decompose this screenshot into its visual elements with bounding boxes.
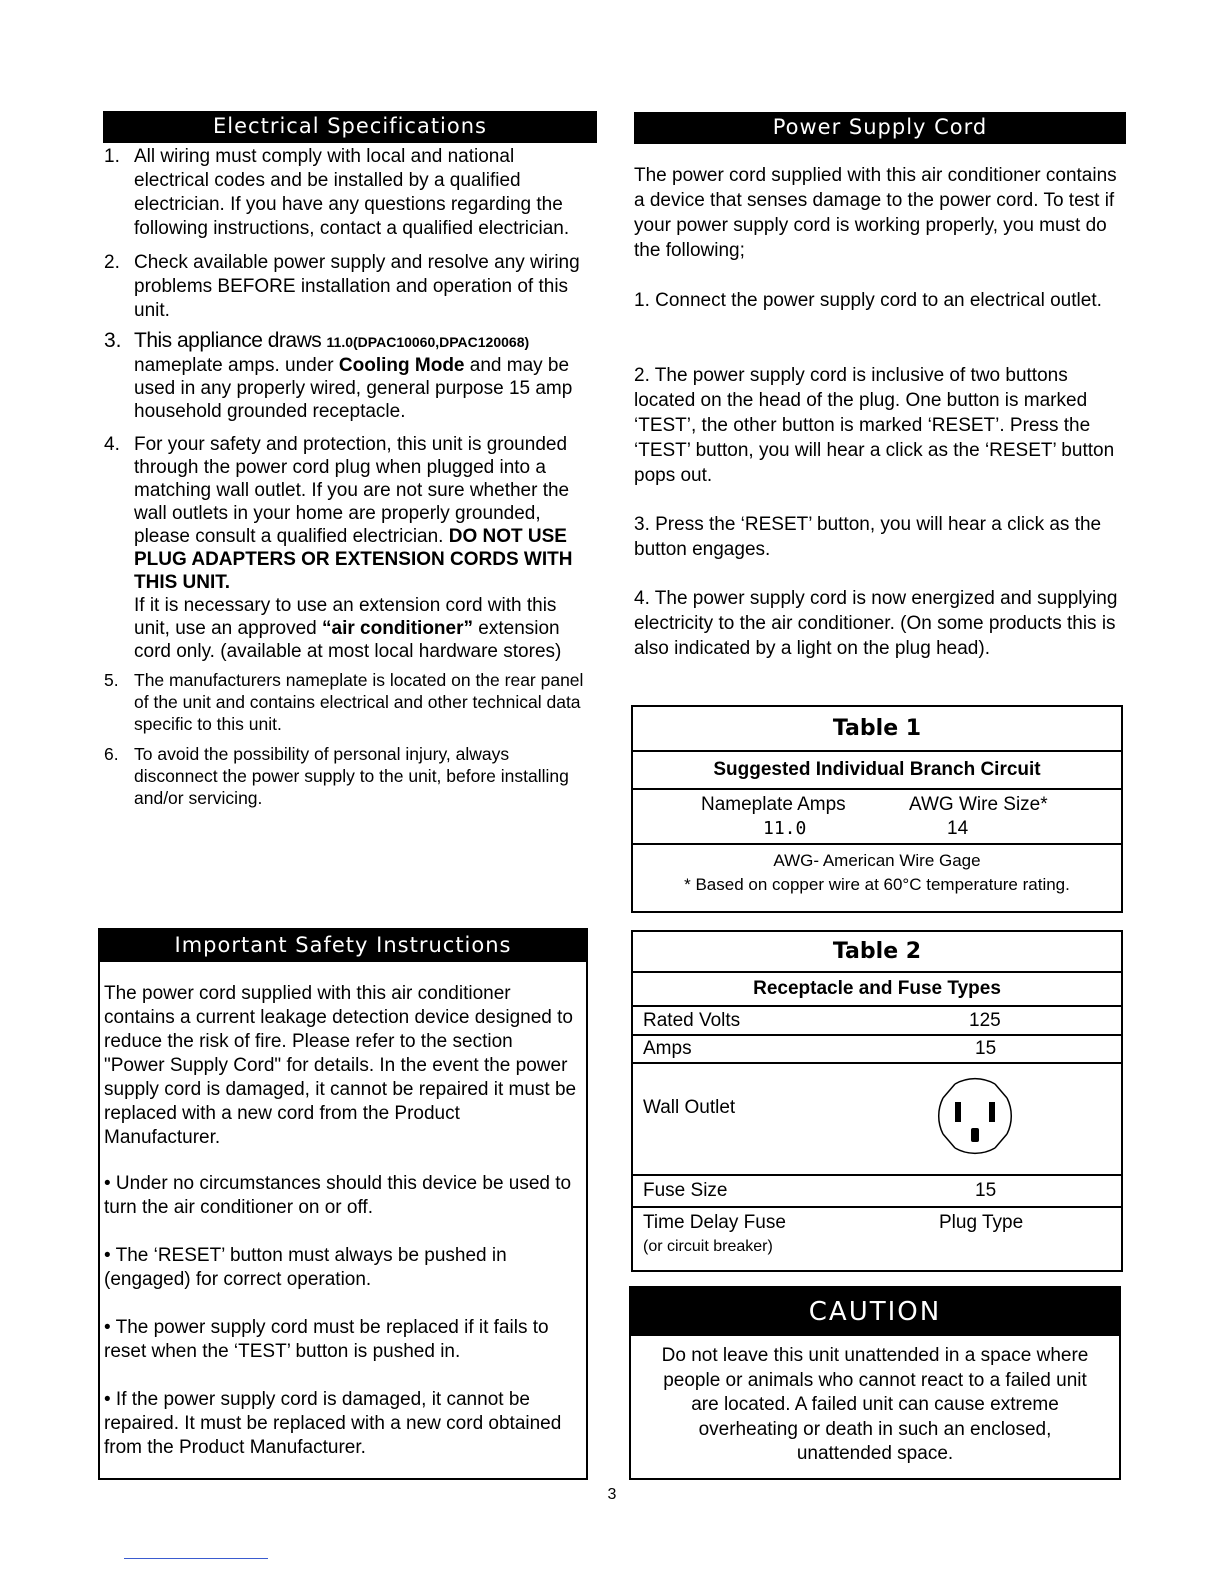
table-2-wall-outlet-label: Wall Outlet [643, 1097, 736, 1118]
caution-header [631, 1288, 1119, 1336]
safety-instructions-title: Important Safety Instructions [174, 933, 512, 957]
list-item-text-bold: “air conditioner” [322, 618, 473, 639]
table-2 [631, 930, 1123, 1272]
list-item-number: 6. [104, 744, 119, 764]
list-item-text-lead: This appliance draws [134, 329, 322, 352]
table-2-amps-label: Amps [643, 1038, 692, 1059]
table-1-subtitle-row [633, 752, 1121, 790]
electrical-specs-header [103, 111, 597, 143]
electrical-specs-list [104, 145, 594, 819]
table-1-col2-value: 14 [947, 818, 969, 839]
table-1-col1-header: Nameplate Amps [701, 794, 846, 815]
table-2-subtitle-row [633, 973, 1121, 1007]
list-item-text: extension cord only. (available at most local hardware stores) [134, 618, 562, 662]
safety-bullet: • The ‘RESET’ button must always be pushed in (engaged) for correct operation. [104, 1245, 507, 1290]
caution-box [629, 1286, 1121, 1480]
safety-instructions-header [100, 930, 586, 962]
table-2-time-delay-sub: (or circuit breaker) [643, 1238, 773, 1255]
list-item-text: To avoid the possibility of personal injury, always disconnect the power supply to the unit, before installing and/or servicing. [134, 744, 569, 808]
table-2-amps-value: 15 [975, 1038, 997, 1059]
table-2-rated-volts-label: Rated Volts [643, 1010, 741, 1031]
list-item [104, 145, 594, 241]
list-item-number: 5. [104, 670, 119, 690]
table-2-title-row [633, 932, 1121, 973]
table-2-title: Table 2 [832, 939, 922, 964]
list-item [104, 743, 594, 809]
list-item [104, 329, 594, 423]
table-2-amps-row [633, 1036, 1121, 1064]
table-1-title-row [633, 707, 1121, 752]
list-item-text: nameplate amps. under [134, 355, 339, 376]
table-2-fuse-size-row [633, 1176, 1121, 1208]
power-cord-header [634, 112, 1126, 144]
list-item-text-bold: Cooling Mode [338, 355, 465, 376]
table-2-time-delay-label: Time Delay Fuse [643, 1212, 786, 1233]
table-2-plug-type-label: Plug Type [939, 1212, 1024, 1233]
safety-instructions-body [104, 982, 578, 1484]
safety-bullet: • Under no circumstances should this device be used to turn the air conditioner on or off. [104, 1173, 572, 1218]
table-1-note-copper: * Based on copper wire at 60°C temperature rating. [684, 875, 1070, 894]
caution-text: Do not leave this unit unattended in a space where people or animals who cannot react to a failed unit are located. A failed unit can cause extreme overheating or death in such an enclosed, unattended space. [661, 1345, 1089, 1464]
table-1-data-row [633, 790, 1121, 845]
power-cord-step-4: 4. The power supply cord is now energized and supplying electricity to the air conditioner. (On some products this is also indicated by a light on the plug head). [634, 588, 1118, 659]
list-item [104, 669, 594, 735]
table-2-fuse-size-value: 15 [975, 1180, 997, 1201]
list-item-number: 4. [104, 434, 120, 455]
table-2-fuse-size-label: Fuse Size [643, 1180, 728, 1201]
table-1-col1-value: 11.0 [763, 818, 807, 839]
list-item-text: For your safety and protection, this unit is grounded through the power cord plug when plugged into a matching wall outlet. If you are not sure whether the wall outlets in your home are properly grounded, please consult a qualified electrician. [134, 434, 570, 547]
table-1-notes [633, 849, 1121, 897]
power-cord-step-3: 3. Press the ‘RESET’ button, you will hear a click as the button engages. [634, 514, 1102, 560]
table-1 [631, 705, 1123, 913]
list-item [104, 433, 594, 663]
list-item-text: If it is necessary to use an extension cord with this unit, use an approved [134, 595, 557, 639]
list-item-text: and may be used in any properly wired, general purpose 15 amp household grounded receptacle. [134, 355, 573, 422]
table-2-wall-outlet-row [633, 1064, 1121, 1176]
list-item-text-models: 11.0(DPAC10060,DPAC120068) [326, 334, 530, 350]
safety-bullet: • The power supply cord must be replaced if it fails to reset when the ‘TEST’ button is pushed in. [104, 1317, 549, 1362]
table-2-subtitle: Receptacle and Fuse Types [753, 978, 1001, 999]
power-cord-step-2: 2. The power supply cord is inclusive of two buttons located on the head of the plug. One button is marked ‘TEST’, the other button is marked ‘RESET’. Press the ‘TEST’ button, you will hear a click as the ‘RESET’ button pops out. [634, 365, 1115, 486]
table-2-rated-volts-row [633, 1007, 1121, 1036]
safety-bullet: • If the power supply cord is damaged, it cannot be repaired. It must be replaced with a new cord obtained from the Product Manufacturer. [104, 1389, 562, 1458]
power-cord-title: Power Supply Cord [772, 115, 988, 139]
page-number: 3 [607, 1486, 617, 1503]
table-1-col2-header: AWG Wire Size* [909, 794, 1048, 815]
list-item-number: 2. [104, 252, 120, 273]
list-item-text-bold: DO NOT USE PLUG ADAPTERS OR EXTENSION CORDS WITH THIS UNIT. [134, 526, 573, 593]
list-item-text: All wiring must comply with local and national electrical codes and be installed by a qualified electrician. If you have any questions regarding the following instructions, contact a qualified electrician. [134, 146, 570, 239]
table-1-title: Table 1 [832, 716, 922, 741]
list-item-text: Check available power supply and resolve any wiring problems BEFORE installation and operation of this unit. [134, 252, 580, 321]
list-item-number: 3. [104, 329, 122, 352]
power-cord-step-1: 1. Connect the power supply cord to an electrical outlet. [634, 290, 1102, 311]
footer-rule [124, 1558, 268, 1559]
wall-outlet-icon [929, 1070, 1021, 1162]
table-1-note-awg: AWG- American Wire Gage [773, 851, 981, 870]
list-item [104, 251, 594, 323]
electrical-specs-title: Electrical Specifications [213, 114, 487, 138]
safety-instructions-box [98, 928, 588, 1480]
caution-title: CAUTION [808, 1297, 942, 1327]
safety-paragraph: The power cord supplied with this air conditioner contains a current leakage detection device designed to reduce the risk of fire. Please refer to the section "Power Supply Cord" for details. In the event the power supply cord is damaged, it cannot be repaired it must be replaced with a new cord from the Product Manufacturer. [104, 983, 577, 1148]
table-2-rated-volts-value: 125 [969, 1010, 1001, 1031]
list-item-number: 1. [104, 146, 120, 167]
power-cord-intro: The power cord supplied with this air conditioner contains a device that senses damage to the power cord. To test if your power supply cord is working properly, you must do the following; [634, 165, 1117, 261]
list-item-text: The manufacturers nameplate is located on the rear panel of the unit and contains electrical and other technical data specific to this unit. [134, 670, 584, 734]
table-1-subtitle: Suggested Individual Branch Circuit [713, 759, 1041, 780]
